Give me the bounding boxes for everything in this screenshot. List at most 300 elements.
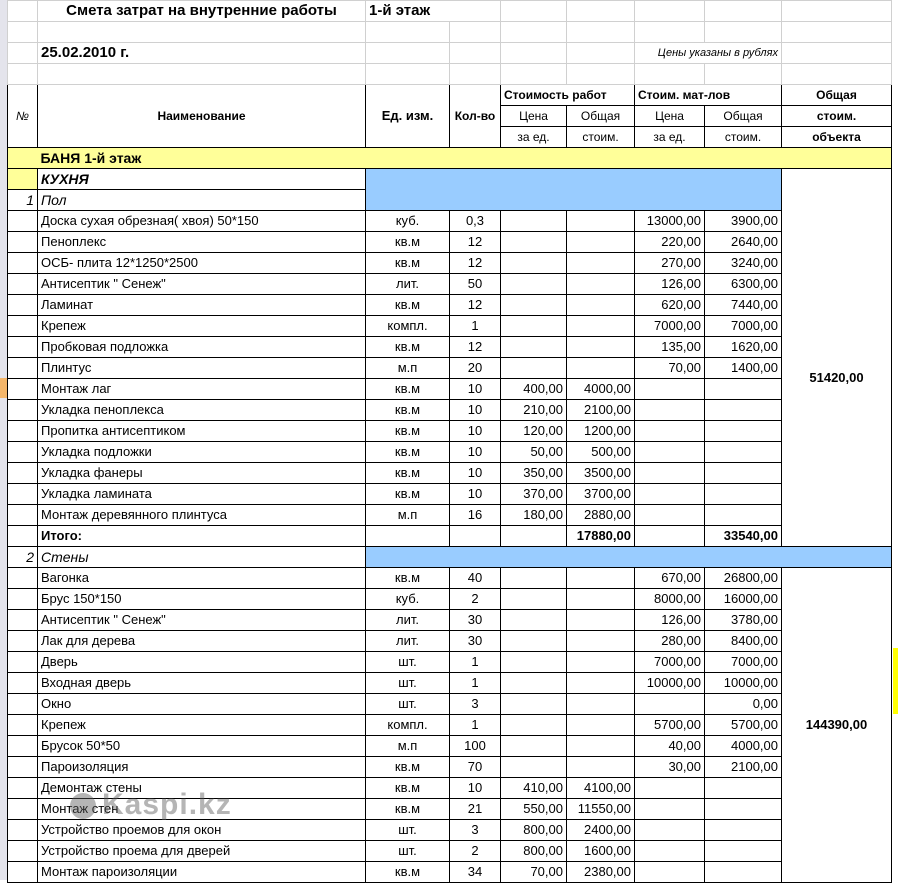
header-total-bot: объекта bbox=[782, 127, 892, 148]
subtotal-work-total[interactable]: 17880,00 bbox=[567, 526, 635, 547]
work-price[interactable] bbox=[501, 610, 567, 631]
work-total[interactable]: 2880,00 bbox=[567, 505, 635, 526]
item-qty[interactable]: 12 bbox=[450, 295, 501, 316]
item-name[interactable]: Брус 150*150 bbox=[38, 589, 366, 610]
table-row bbox=[8, 211, 892, 232]
estimate-date: 25.02.2010 г. bbox=[38, 43, 366, 64]
material-price[interactable]: 30,00 bbox=[635, 757, 705, 778]
work-total[interactable] bbox=[567, 673, 635, 694]
work-total[interactable] bbox=[567, 358, 635, 379]
work-price[interactable] bbox=[501, 295, 567, 316]
material-price[interactable]: 7000,00 bbox=[635, 316, 705, 337]
item-unit[interactable]: шт. bbox=[366, 841, 450, 862]
item-qty[interactable]: 10 bbox=[450, 463, 501, 484]
work-price[interactable]: 800,00 bbox=[501, 820, 567, 841]
material-price[interactable]: 40,00 bbox=[635, 736, 705, 757]
header-mat-per-unit: за ед. bbox=[635, 127, 705, 148]
work-price[interactable] bbox=[501, 757, 567, 778]
item-name[interactable]: ОСБ- плита 12*1250*2500 bbox=[38, 253, 366, 274]
item-name[interactable]: Антисептик " Сенеж" bbox=[38, 274, 366, 295]
work-total[interactable]: 2400,00 bbox=[567, 820, 635, 841]
material-price[interactable] bbox=[635, 862, 705, 883]
work-price[interactable]: 210,00 bbox=[501, 400, 567, 421]
item-unit[interactable]: кв.м bbox=[366, 757, 450, 778]
item-qty[interactable]: 1 bbox=[450, 316, 501, 337]
work-price[interactable] bbox=[501, 316, 567, 337]
row-num-cell[interactable] bbox=[8, 316, 38, 337]
work-price[interactable] bbox=[501, 232, 567, 253]
work-total[interactable]: 500,00 bbox=[567, 442, 635, 463]
item-qty[interactable]: 3 bbox=[450, 820, 501, 841]
material-price[interactable]: 7000,00 bbox=[635, 652, 705, 673]
cell[interactable] bbox=[450, 526, 501, 547]
item-name[interactable]: Антисептик " Сенеж" bbox=[38, 610, 366, 631]
item-unit[interactable]: кв.м bbox=[366, 421, 450, 442]
row-num-cell[interactable] bbox=[8, 841, 38, 862]
item-qty[interactable]: 10 bbox=[450, 442, 501, 463]
row-num-cell[interactable] bbox=[8, 736, 38, 757]
row-num-cell[interactable] bbox=[8, 337, 38, 358]
item-unit[interactable]: кв.м bbox=[366, 484, 450, 505]
item-name[interactable]: Доска сухая обрезная( хвоя) 50*150 bbox=[38, 211, 366, 232]
item-qty[interactable]: 30 bbox=[450, 610, 501, 631]
work-price[interactable]: 70,00 bbox=[501, 862, 567, 883]
material-price[interactable] bbox=[635, 778, 705, 799]
work-price[interactable] bbox=[501, 337, 567, 358]
work-total[interactable] bbox=[567, 316, 635, 337]
material-total[interactable]: 1620,00 bbox=[705, 337, 782, 358]
row-num-cell[interactable] bbox=[8, 631, 38, 652]
item-qty[interactable]: 1 bbox=[450, 715, 501, 736]
item-qty[interactable]: 30 bbox=[450, 631, 501, 652]
item-unit[interactable]: кв.м bbox=[366, 463, 450, 484]
work-total[interactable]: 4000,00 bbox=[567, 379, 635, 400]
item-unit[interactable]: куб. bbox=[366, 589, 450, 610]
item-name[interactable]: Лак для дерева bbox=[38, 631, 366, 652]
item-unit[interactable]: м.п bbox=[366, 736, 450, 757]
work-total[interactable]: 3500,00 bbox=[567, 463, 635, 484]
item-unit[interactable]: лит. bbox=[366, 631, 450, 652]
cell[interactable] bbox=[501, 526, 567, 547]
material-total[interactable]: 6300,00 bbox=[705, 274, 782, 295]
row-num-cell[interactable] bbox=[8, 442, 38, 463]
item-unit[interactable]: кв.м bbox=[366, 862, 450, 883]
group-fill bbox=[366, 547, 892, 568]
table-row bbox=[8, 568, 892, 589]
header-unit: Ед. изм. bbox=[366, 85, 450, 148]
work-total[interactable] bbox=[567, 253, 635, 274]
work-price[interactable] bbox=[501, 694, 567, 715]
material-price[interactable] bbox=[635, 400, 705, 421]
item-name[interactable]: Монтаж пароизоляции bbox=[38, 862, 366, 883]
row-num-cell[interactable] bbox=[8, 757, 38, 778]
item-name[interactable]: Входная дверь bbox=[38, 673, 366, 694]
header-mat-total: Общая bbox=[705, 106, 782, 127]
material-total[interactable]: 0,00 bbox=[705, 694, 782, 715]
material-price[interactable]: 135,00 bbox=[635, 337, 705, 358]
table-row bbox=[8, 400, 892, 421]
material-price[interactable] bbox=[635, 799, 705, 820]
table-row bbox=[8, 442, 892, 463]
header-num: № bbox=[8, 85, 38, 148]
item-unit[interactable]: шт. bbox=[366, 694, 450, 715]
item-name[interactable]: Монтаж стен bbox=[38, 799, 366, 820]
work-price[interactable] bbox=[501, 253, 567, 274]
material-total[interactable]: 10000,00 bbox=[705, 673, 782, 694]
header-total-mid: стоим. bbox=[782, 106, 892, 127]
table-row bbox=[8, 484, 892, 505]
work-total[interactable]: 11550,00 bbox=[567, 799, 635, 820]
item-unit[interactable]: кв.м bbox=[366, 568, 450, 589]
material-price[interactable] bbox=[635, 442, 705, 463]
material-total[interactable] bbox=[705, 862, 782, 883]
item-qty[interactable]: 2 bbox=[450, 589, 501, 610]
row-num-cell[interactable] bbox=[8, 379, 38, 400]
object-total[interactable]: 51420,00 bbox=[782, 211, 892, 547]
group-number[interactable]: 2 bbox=[8, 547, 38, 568]
row-num-cell[interactable] bbox=[8, 169, 38, 190]
currency-note: Цены указаны в рублях bbox=[635, 43, 782, 64]
item-name[interactable]: Крепеж bbox=[38, 715, 366, 736]
row-num-cell[interactable] bbox=[8, 715, 38, 736]
row-num-cell[interactable] bbox=[8, 421, 38, 442]
material-total[interactable]: 3900,00 bbox=[705, 211, 782, 232]
material-total[interactable]: 2640,00 bbox=[705, 232, 782, 253]
item-name[interactable]: Пропитка антисептиком bbox=[38, 421, 366, 442]
material-total[interactable]: 26800,00 bbox=[705, 568, 782, 589]
item-name[interactable]: Демонтаж стены bbox=[38, 778, 366, 799]
work-total[interactable]: 2380,00 bbox=[567, 862, 635, 883]
item-unit[interactable]: лит. bbox=[366, 610, 450, 631]
header-work-cost-label: стоим. bbox=[567, 127, 635, 148]
material-total[interactable] bbox=[705, 484, 782, 505]
material-price[interactable]: 270,00 bbox=[635, 253, 705, 274]
material-price[interactable]: 126,00 bbox=[635, 274, 705, 295]
material-total[interactable] bbox=[705, 421, 782, 442]
item-name[interactable]: Монтаж лаг bbox=[38, 379, 366, 400]
work-price[interactable]: 50,00 bbox=[501, 442, 567, 463]
item-name[interactable]: Вагонка bbox=[38, 568, 366, 589]
item-qty[interactable]: 40 bbox=[450, 568, 501, 589]
item-qty[interactable]: 10 bbox=[450, 379, 501, 400]
item-name[interactable]: Плинтус bbox=[38, 358, 366, 379]
section-title[interactable]: БАНЯ 1-й этаж bbox=[38, 148, 892, 169]
item-qty[interactable]: 10 bbox=[450, 421, 501, 442]
header-name: Наименование bbox=[38, 85, 366, 148]
work-total[interactable] bbox=[567, 337, 635, 358]
group-fill bbox=[366, 169, 782, 211]
row-num-cell[interactable] bbox=[8, 799, 38, 820]
item-name[interactable]: Монтаж деревянного плинтуса bbox=[38, 505, 366, 526]
item-qty[interactable]: 12 bbox=[450, 253, 501, 274]
item-unit[interactable]: кв.м bbox=[366, 295, 450, 316]
item-name[interactable]: Ламинат bbox=[38, 295, 366, 316]
table-row bbox=[8, 253, 892, 274]
material-price[interactable]: 620,00 bbox=[635, 295, 705, 316]
table-row bbox=[8, 610, 892, 631]
item-unit[interactable]: кв.м bbox=[366, 799, 450, 820]
material-total[interactable]: 7000,00 bbox=[705, 316, 782, 337]
material-total[interactable] bbox=[705, 820, 782, 841]
work-price[interactable] bbox=[501, 274, 567, 295]
work-total[interactable]: 1200,00 bbox=[567, 421, 635, 442]
item-unit[interactable]: компл. bbox=[366, 715, 450, 736]
item-unit[interactable]: шт. bbox=[366, 652, 450, 673]
item-unit[interactable]: компл. bbox=[366, 316, 450, 337]
material-price[interactable]: 126,00 bbox=[635, 610, 705, 631]
row-num-cell[interactable] bbox=[8, 652, 38, 673]
item-unit[interactable]: м.п bbox=[366, 358, 450, 379]
header-work-total: Общая bbox=[567, 106, 635, 127]
material-total[interactable]: 8400,00 bbox=[705, 631, 782, 652]
work-price[interactable]: 410,00 bbox=[501, 778, 567, 799]
item-qty[interactable]: 21 bbox=[450, 799, 501, 820]
material-total[interactable] bbox=[705, 778, 782, 799]
row-num-cell[interactable] bbox=[8, 274, 38, 295]
work-total[interactable] bbox=[567, 211, 635, 232]
work-total[interactable] bbox=[567, 757, 635, 778]
item-unit[interactable]: кв.м bbox=[366, 379, 450, 400]
material-total[interactable] bbox=[705, 799, 782, 820]
row-num-cell[interactable] bbox=[8, 484, 38, 505]
table-row bbox=[8, 757, 892, 778]
item-unit[interactable]: куб. bbox=[366, 211, 450, 232]
material-total[interactable]: 7440,00 bbox=[705, 295, 782, 316]
work-price[interactable]: 350,00 bbox=[501, 463, 567, 484]
table-row bbox=[8, 274, 892, 295]
table-row bbox=[8, 820, 892, 841]
work-total[interactable] bbox=[567, 631, 635, 652]
work-price[interactable] bbox=[501, 673, 567, 694]
row-num-cell[interactable] bbox=[8, 673, 38, 694]
material-price[interactable] bbox=[635, 484, 705, 505]
header-qty: Кол-во bbox=[450, 85, 501, 148]
work-total[interactable] bbox=[567, 295, 635, 316]
work-price[interactable]: 120,00 bbox=[501, 421, 567, 442]
work-total[interactable] bbox=[567, 610, 635, 631]
header-work-price: Цена bbox=[501, 106, 567, 127]
material-price[interactable] bbox=[635, 379, 705, 400]
floor-label: 1-й этаж bbox=[366, 1, 501, 22]
row-num-cell[interactable] bbox=[8, 820, 38, 841]
subtotal-material-total[interactable]: 33540,00 bbox=[705, 526, 782, 547]
work-price[interactable] bbox=[501, 568, 567, 589]
material-total[interactable] bbox=[705, 379, 782, 400]
spreadsheet bbox=[7, 0, 892, 883]
item-qty[interactable]: 3 bbox=[450, 694, 501, 715]
room-name[interactable]: КУХНЯ bbox=[38, 169, 366, 190]
row-num-cell[interactable] bbox=[8, 253, 38, 274]
item-name[interactable]: Устройство проемов для окон bbox=[38, 820, 366, 841]
item-name[interactable]: Укладка пеноплекса bbox=[38, 400, 366, 421]
material-total[interactable]: 2100,00 bbox=[705, 757, 782, 778]
work-total[interactable]: 2100,00 bbox=[567, 400, 635, 421]
material-total[interactable]: 3240,00 bbox=[705, 253, 782, 274]
item-name[interactable]: Окно bbox=[38, 694, 366, 715]
item-name[interactable]: Крепеж bbox=[38, 316, 366, 337]
item-unit[interactable]: м.п bbox=[366, 505, 450, 526]
work-price[interactable] bbox=[501, 211, 567, 232]
work-total[interactable] bbox=[567, 274, 635, 295]
row-num-cell[interactable] bbox=[8, 358, 38, 379]
group-row bbox=[8, 547, 892, 568]
row-num-cell[interactable] bbox=[8, 211, 38, 232]
table-row bbox=[8, 379, 892, 400]
cell[interactable] bbox=[366, 526, 450, 547]
item-qty[interactable]: 34 bbox=[450, 862, 501, 883]
work-total[interactable] bbox=[567, 652, 635, 673]
material-price[interactable]: 8000,00 bbox=[635, 589, 705, 610]
item-qty[interactable]: 10 bbox=[450, 400, 501, 421]
item-unit[interactable]: шт. bbox=[366, 820, 450, 841]
table-row bbox=[8, 841, 892, 862]
material-total[interactable] bbox=[705, 505, 782, 526]
row-num-cell[interactable] bbox=[8, 400, 38, 421]
item-name[interactable]: Укладка подложки bbox=[38, 442, 366, 463]
material-price[interactable] bbox=[635, 421, 705, 442]
row-num-cell[interactable] bbox=[8, 568, 38, 589]
item-unit[interactable]: кв.м bbox=[366, 337, 450, 358]
row-num-cell[interactable] bbox=[8, 778, 38, 799]
item-qty[interactable]: 16 bbox=[450, 505, 501, 526]
work-total[interactable] bbox=[567, 589, 635, 610]
work-price[interactable]: 400,00 bbox=[501, 379, 567, 400]
item-qty[interactable]: 1 bbox=[450, 652, 501, 673]
header-mat-cost: Стоим. мат-лов bbox=[635, 85, 782, 106]
work-price[interactable] bbox=[501, 715, 567, 736]
row-num-cell[interactable] bbox=[8, 862, 38, 883]
material-price[interactable]: 10000,00 bbox=[635, 673, 705, 694]
material-price[interactable]: 70,00 bbox=[635, 358, 705, 379]
item-unit[interactable]: кв.м bbox=[366, 253, 450, 274]
work-price[interactable] bbox=[501, 631, 567, 652]
material-total[interactable]: 7000,00 bbox=[705, 652, 782, 673]
work-price[interactable] bbox=[501, 736, 567, 757]
item-name[interactable]: Устройство проема для дверей bbox=[38, 841, 366, 862]
subtotal-label[interactable]: Итого: bbox=[38, 526, 366, 547]
cell[interactable] bbox=[635, 526, 705, 547]
work-total[interactable] bbox=[567, 568, 635, 589]
material-total[interactable] bbox=[705, 841, 782, 862]
item-qty[interactable]: 10 bbox=[450, 484, 501, 505]
item-unit[interactable]: кв.м bbox=[366, 442, 450, 463]
group-name[interactable]: Стены bbox=[38, 547, 366, 568]
item-qty[interactable]: 2 bbox=[450, 841, 501, 862]
item-name[interactable]: Укладка ламината bbox=[38, 484, 366, 505]
work-total[interactable]: 1600,00 bbox=[567, 841, 635, 862]
row-num-cell[interactable] bbox=[8, 610, 38, 631]
work-price[interactable] bbox=[501, 358, 567, 379]
item-qty[interactable]: 12 bbox=[450, 232, 501, 253]
item-unit[interactable]: шт. bbox=[366, 673, 450, 694]
row-num-cell[interactable] bbox=[8, 295, 38, 316]
material-total[interactable]: 16000,00 bbox=[705, 589, 782, 610]
group-number[interactable]: 1 bbox=[8, 190, 38, 211]
work-price[interactable] bbox=[501, 652, 567, 673]
row-num-cell[interactable] bbox=[8, 589, 38, 610]
item-name[interactable]: Брусок 50*50 bbox=[38, 736, 366, 757]
work-total[interactable] bbox=[567, 715, 635, 736]
row-num-cell[interactable] bbox=[8, 694, 38, 715]
object-total[interactable]: 144390,00 bbox=[782, 568, 892, 883]
table-row bbox=[8, 736, 892, 757]
item-unit[interactable]: кв.м bbox=[366, 400, 450, 421]
material-price[interactable]: 5700,00 bbox=[635, 715, 705, 736]
material-total[interactable] bbox=[705, 463, 782, 484]
yellow-highlight-mark bbox=[893, 648, 898, 714]
sheet-title: Смета затрат на внутренние работы bbox=[38, 1, 366, 22]
row-num-cell[interactable] bbox=[8, 505, 38, 526]
material-price[interactable]: 13000,00 bbox=[635, 211, 705, 232]
work-total[interactable] bbox=[567, 694, 635, 715]
item-unit[interactable]: кв.м bbox=[366, 232, 450, 253]
material-price[interactable] bbox=[635, 463, 705, 484]
item-qty[interactable]: 20 bbox=[450, 358, 501, 379]
material-total[interactable] bbox=[705, 442, 782, 463]
selected-row-indicator bbox=[0, 378, 7, 398]
material-total[interactable] bbox=[705, 400, 782, 421]
material-price[interactable] bbox=[635, 820, 705, 841]
item-qty[interactable]: 70 bbox=[450, 757, 501, 778]
material-total[interactable]: 3780,00 bbox=[705, 610, 782, 631]
subtotal-row bbox=[8, 526, 892, 547]
row-num-cell[interactable] bbox=[8, 232, 38, 253]
material-price[interactable]: 280,00 bbox=[635, 631, 705, 652]
group-name[interactable]: Пол bbox=[38, 190, 366, 211]
row-num-cell[interactable] bbox=[8, 463, 38, 484]
material-price[interactable] bbox=[635, 841, 705, 862]
item-qty[interactable]: 0,3 bbox=[450, 211, 501, 232]
work-total[interactable]: 4100,00 bbox=[567, 778, 635, 799]
work-price[interactable]: 550,00 bbox=[501, 799, 567, 820]
work-price[interactable]: 180,00 bbox=[501, 505, 567, 526]
item-unit[interactable]: кв.м bbox=[366, 778, 450, 799]
item-unit[interactable]: лит. bbox=[366, 274, 450, 295]
item-qty[interactable]: 10 bbox=[450, 778, 501, 799]
material-total[interactable]: 4000,00 bbox=[705, 736, 782, 757]
item-qty[interactable]: 100 bbox=[450, 736, 501, 757]
table-row bbox=[8, 694, 892, 715]
kaspi-logo-icon bbox=[70, 793, 96, 819]
work-price[interactable]: 370,00 bbox=[501, 484, 567, 505]
item-name[interactable]: Пароизоляция bbox=[38, 757, 366, 778]
material-price[interactable] bbox=[635, 694, 705, 715]
table-row bbox=[8, 862, 892, 883]
material-price[interactable]: 220,00 bbox=[635, 232, 705, 253]
material-total[interactable]: 5700,00 bbox=[705, 715, 782, 736]
table-row bbox=[8, 652, 892, 673]
row-num-cell[interactable] bbox=[8, 526, 38, 547]
work-price[interactable]: 800,00 bbox=[501, 841, 567, 862]
item-qty[interactable]: 12 bbox=[450, 337, 501, 358]
material-price[interactable]: 670,00 bbox=[635, 568, 705, 589]
work-price[interactable] bbox=[501, 589, 567, 610]
item-qty[interactable]: 1 bbox=[450, 673, 501, 694]
table-row bbox=[8, 589, 892, 610]
work-total[interactable]: 3700,00 bbox=[567, 484, 635, 505]
item-name[interactable]: Дверь bbox=[38, 652, 366, 673]
material-price[interactable] bbox=[635, 505, 705, 526]
table-row bbox=[8, 358, 892, 379]
work-total[interactable] bbox=[567, 736, 635, 757]
material-total[interactable]: 1400,00 bbox=[705, 358, 782, 379]
item-name[interactable]: Укладка фанеры bbox=[38, 463, 366, 484]
item-qty[interactable]: 50 bbox=[450, 274, 501, 295]
item-name[interactable]: Пеноплекс bbox=[38, 232, 366, 253]
table-row bbox=[8, 715, 892, 736]
item-name[interactable]: Пробковая подложка bbox=[38, 337, 366, 358]
work-total[interactable] bbox=[567, 232, 635, 253]
